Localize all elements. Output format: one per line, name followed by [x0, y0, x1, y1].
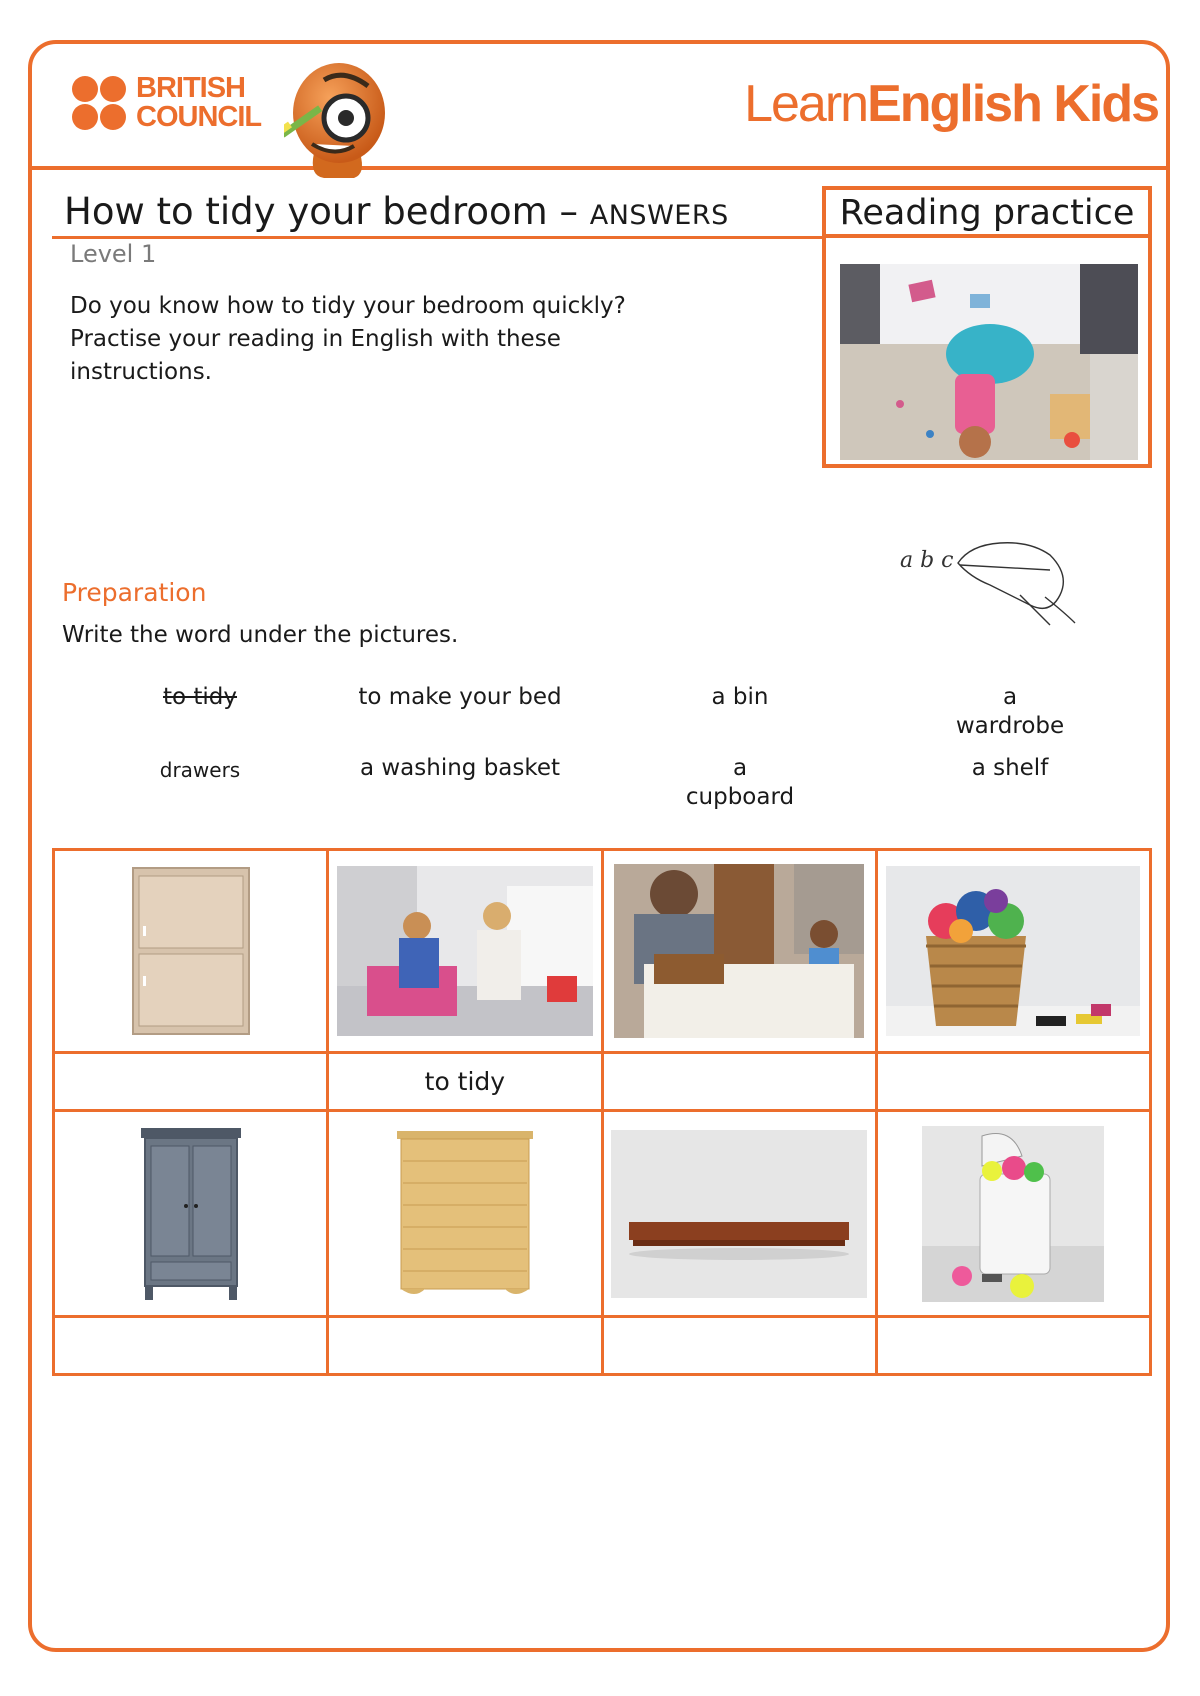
- word-make-bed: to make your bed: [358, 684, 562, 710]
- washing-basket-picture-cell: [876, 850, 1150, 1053]
- tidy-picture-cell: [328, 850, 602, 1053]
- hand-writing-icon: [900, 535, 1080, 627]
- girl-on-floor-photo: [840, 264, 1138, 460]
- cupboard-picture: [131, 866, 251, 1036]
- answer-cell: [328, 1317, 602, 1375]
- header-divider: [28, 166, 1170, 170]
- wardrobe-picture-cell: [54, 1111, 328, 1317]
- drawers-picture: [395, 1129, 535, 1299]
- answer-cell: [54, 1053, 328, 1111]
- bin-picture-cell: [876, 1111, 1150, 1317]
- level-label: Level 1: [70, 240, 157, 268]
- logo-dots-icon: [72, 76, 128, 132]
- shelf-picture-cell: [602, 1111, 876, 1317]
- page-title: How to tidy your bedroom – ANSWERS: [64, 190, 729, 233]
- word-bin: a bin: [711, 684, 769, 710]
- answer-cell: [876, 1053, 1150, 1111]
- preparation-heading: Preparation: [62, 578, 207, 607]
- tidy-picture: [337, 866, 593, 1036]
- reading-practice-badge: Reading practice: [822, 186, 1152, 238]
- intro-text: Do you know how to tidy your bedroom quickly? Practise your reading in English with these instructions.: [70, 293, 626, 385]
- word-washing-basket: a washing basket: [359, 755, 561, 781]
- svg-text:a b c: a b c: [900, 548, 954, 573]
- make-bed-picture: [614, 864, 864, 1038]
- hero-image-frame: [822, 236, 1152, 468]
- wardrobe-picture: [139, 1126, 243, 1302]
- word-shelf: a shelf: [971, 755, 1049, 781]
- title-bar: [52, 186, 822, 239]
- learnenglish-kids-logo: LearnEnglish Kids: [744, 75, 1158, 133]
- mascot-icon: [284, 58, 394, 180]
- cupboard-picture-cell: [54, 850, 328, 1053]
- answer-cell: [602, 1317, 876, 1375]
- answer-cell: [54, 1317, 328, 1375]
- word-to-tidy: to tidy: [162, 684, 238, 710]
- preparation-instruction: Write the word under the pictures.: [62, 622, 459, 648]
- handwriting-illustration: [900, 535, 1080, 627]
- org-name: BRITISH COUNCIL: [136, 72, 262, 133]
- answer-cell: to tidy: [328, 1053, 602, 1111]
- word-drawers: drawers: [159, 758, 241, 782]
- shelf-picture: [611, 1130, 867, 1298]
- word-wardrobe: a wardrobe: [955, 684, 1065, 739]
- make-bed-picture-cell: [602, 850, 876, 1053]
- answer-cell: [876, 1317, 1150, 1375]
- drawers-picture-cell: [328, 1111, 602, 1317]
- washing-basket-picture: [886, 866, 1140, 1036]
- bin-picture: [922, 1126, 1104, 1302]
- answer-cell: [602, 1053, 876, 1111]
- word-cupboard: a cupboard: [685, 755, 795, 810]
- picture-grid: [52, 848, 1152, 1376]
